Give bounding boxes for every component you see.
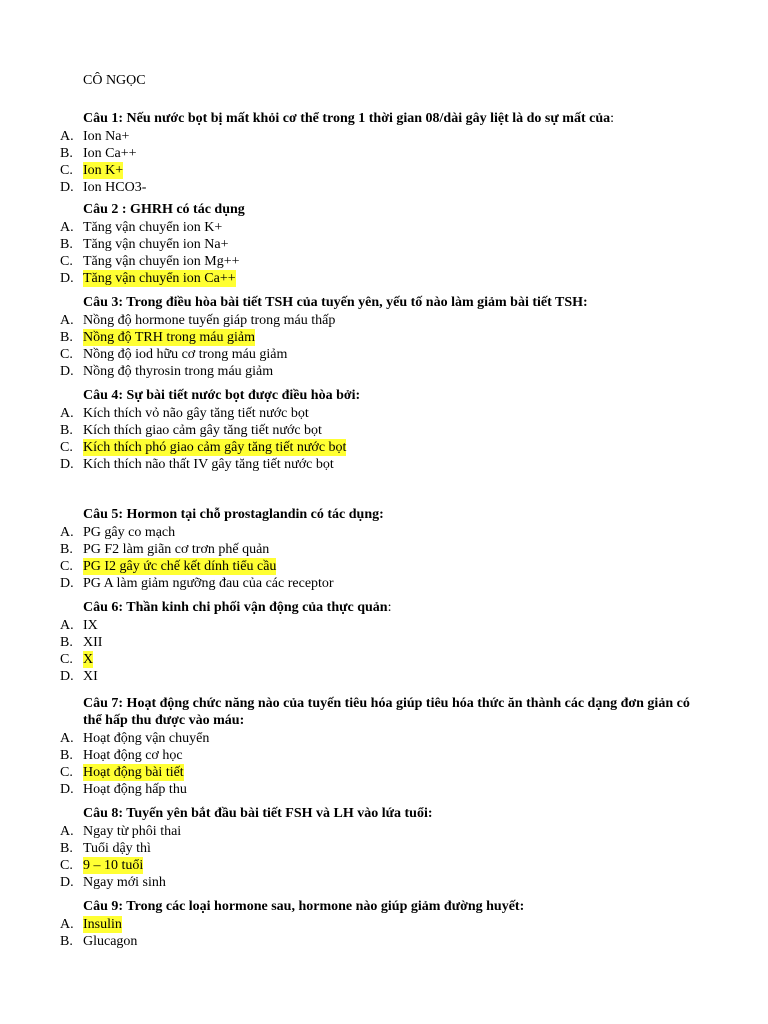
option-letter: A. xyxy=(60,824,74,839)
answer-option xyxy=(0,541,768,558)
option-text-correct: Nồng độ TRH trong máu giảm xyxy=(83,330,256,345)
question-text: Câu 1: Nếu nước bọt bị mất khỏi cơ thể trong 1 thời gian 08/dài gây liệt là do sự mất của xyxy=(83,111,611,126)
question-title xyxy=(0,695,768,729)
question-8 xyxy=(0,805,768,891)
option-letter: A. xyxy=(60,731,74,746)
option-text-correct: Insulin xyxy=(83,917,122,932)
question-2 xyxy=(0,201,768,287)
option-letter: B. xyxy=(60,934,73,949)
option-text: Ion HCO3- xyxy=(83,180,147,195)
question-text: Câu 6: Thần kinh chi phối vận động của thực quản xyxy=(83,600,388,615)
answer-option xyxy=(0,933,768,950)
option-letter: D. xyxy=(60,271,74,286)
answer-option xyxy=(0,781,768,798)
answer-option xyxy=(0,128,768,145)
question-text: Câu 2 : GHRH có tác dụng xyxy=(83,202,245,217)
answer-option xyxy=(0,439,768,456)
option-text: XI xyxy=(83,669,98,684)
question-text: Câu 5: Hormon tại chỗ prostaglandin có tác dụng: xyxy=(83,507,384,522)
option-letter: D. xyxy=(60,180,74,195)
answer-option xyxy=(0,524,768,541)
question-3 xyxy=(0,294,768,380)
option-text: Nồng độ thyrosin trong máu giảm xyxy=(83,364,274,379)
question-1 xyxy=(0,110,768,196)
option-letter: D. xyxy=(60,457,74,472)
option-letter: C. xyxy=(60,858,73,873)
answer-option xyxy=(0,405,768,422)
question-text: Câu 4: Sự bài tiết nước bọt được điều hòa bởi: xyxy=(83,388,361,403)
option-text: PG A làm giảm ngưỡng đau của các receptor xyxy=(83,576,334,591)
answer-option xyxy=(0,329,768,346)
question-title xyxy=(0,898,768,915)
option-text: Glucagon xyxy=(83,934,138,949)
option-text: Hoạt động hấp thu xyxy=(83,782,187,797)
answer-option xyxy=(0,312,768,329)
answer-option xyxy=(0,668,768,685)
option-text: Tuổi dậy thì xyxy=(83,841,151,856)
option-letter: A. xyxy=(60,220,74,235)
question-title xyxy=(0,506,768,523)
option-letter: D. xyxy=(60,576,74,591)
option-letter: C. xyxy=(60,163,73,178)
question-tail: : xyxy=(610,111,614,126)
answer-option xyxy=(0,558,768,575)
option-letter: B. xyxy=(60,635,73,650)
question-text: Câu 3: Trong điều hòa bài tiết TSH của tuyến yên, yếu tố nào làm giảm bài tiết TSH: xyxy=(83,295,588,310)
option-text: Ngay mới sinh xyxy=(83,875,166,890)
option-letter: B. xyxy=(60,748,73,763)
answer-option xyxy=(0,162,768,179)
option-letter: B. xyxy=(60,542,73,557)
question-title xyxy=(0,201,768,218)
question-title xyxy=(0,805,768,822)
question-4 xyxy=(0,387,768,473)
option-text: Ion Na+ xyxy=(83,129,130,144)
answer-option xyxy=(0,730,768,747)
answer-option xyxy=(0,764,768,781)
option-letter: C. xyxy=(60,765,73,780)
option-letter: C. xyxy=(60,347,73,362)
option-letter: C. xyxy=(60,440,73,455)
option-text: Kích thích vỏ não gây tăng tiết nước bọt xyxy=(83,406,309,421)
option-letter: C. xyxy=(60,652,73,667)
option-text: Hoạt động cơ học xyxy=(83,748,183,763)
option-text-correct: 9 – 10 tuổi xyxy=(83,858,144,873)
option-text: Ngay từ phôi thai xyxy=(83,824,182,839)
question-title xyxy=(0,599,768,616)
option-letter: A. xyxy=(60,618,74,633)
answer-option xyxy=(0,575,768,592)
question-7 xyxy=(0,695,768,798)
option-letter: B. xyxy=(60,841,73,856)
option-letter: B. xyxy=(60,146,73,161)
question-title xyxy=(0,387,768,404)
option-text: XII xyxy=(83,635,103,650)
option-text: Nồng độ iod hữu cơ trong máu giảm xyxy=(83,347,288,362)
answer-option xyxy=(0,219,768,236)
option-letter: B. xyxy=(60,237,73,252)
option-letter: C. xyxy=(60,559,73,574)
answer-option xyxy=(0,874,768,891)
option-text: Tăng vận chuyển ion Mg++ xyxy=(83,254,240,269)
option-letter: A. xyxy=(60,917,74,932)
option-letter: A. xyxy=(60,406,74,421)
option-text: Nồng độ hormone tuyến giáp trong máu thấp xyxy=(83,313,336,328)
option-letter: A. xyxy=(60,525,74,540)
answer-option xyxy=(0,270,768,287)
answer-option xyxy=(0,363,768,380)
question-5 xyxy=(0,506,768,592)
option-text-correct: Hoạt động bài tiết xyxy=(83,765,184,780)
option-text: Hoạt động vận chuyển xyxy=(83,731,210,746)
answer-option xyxy=(0,346,768,363)
answer-option xyxy=(0,634,768,651)
answer-option xyxy=(0,747,768,764)
option-letter: C. xyxy=(60,254,73,269)
answer-option xyxy=(0,840,768,857)
question-6 xyxy=(0,599,768,685)
option-letter: D. xyxy=(60,782,74,797)
question-title xyxy=(0,110,768,127)
option-text: PG gây co mạch xyxy=(83,525,176,540)
answer-option xyxy=(0,916,768,933)
option-text-correct: Kích thích phó giao cảm gây tăng tiết nước bọt xyxy=(83,440,347,455)
answer-option xyxy=(0,422,768,439)
answer-option xyxy=(0,823,768,840)
answer-option xyxy=(0,236,768,253)
answer-option xyxy=(0,857,768,874)
option-text: Kích thích giao cảm gây tăng tiết nước bọt xyxy=(83,423,322,438)
option-text: Tăng vận chuyển ion K+ xyxy=(83,220,223,235)
option-letter: B. xyxy=(60,330,73,345)
option-letter: D. xyxy=(60,364,74,379)
option-text: PG F2 làm giãn cơ trơn phế quản xyxy=(83,542,270,557)
option-letter: A. xyxy=(60,313,74,328)
option-letter: B. xyxy=(60,423,73,438)
answer-option xyxy=(0,456,768,473)
option-letter: D. xyxy=(60,875,74,890)
answer-option xyxy=(0,617,768,634)
question-title xyxy=(0,294,768,311)
answer-option xyxy=(0,253,768,270)
option-text-correct: Tăng vận chuyển ion Ca++ xyxy=(83,271,236,286)
document-header: CÔ NGỌC xyxy=(83,73,146,88)
question-text: Câu 8: Tuyến yên bắt đầu bài tiết FSH và LH vào lứa tuổi: xyxy=(83,806,433,821)
option-letter: A. xyxy=(60,129,74,144)
question-9 xyxy=(0,898,768,950)
option-text-correct: PG I2 gây ức chế kết dính tiểu cầu xyxy=(83,559,277,574)
option-text-correct: X xyxy=(83,652,94,667)
question-text: Câu 9: Trong các loại hormone sau, hormone nào giúp giảm đường huyết: xyxy=(83,899,525,914)
option-text: Tăng vận chuyển ion Na+ xyxy=(83,237,229,252)
option-text: Kích thích não thất IV gây tăng tiết nước bọt xyxy=(83,457,334,472)
option-text-correct: Ion K+ xyxy=(83,163,124,178)
answer-option xyxy=(0,179,768,196)
question-tail: : xyxy=(387,600,392,615)
option-letter: D. xyxy=(60,669,74,684)
option-text: Ion Ca++ xyxy=(83,146,137,161)
option-text: IX xyxy=(83,618,98,633)
answer-option xyxy=(0,145,768,162)
answer-option xyxy=(0,651,768,668)
question-text: Câu 7: Hoạt động chức năng nào của tuyến tiêu hóa giúp tiêu hóa thức ăn thành các dạng đơn giản có thể hấp thu được vào máu: xyxy=(83,696,690,728)
